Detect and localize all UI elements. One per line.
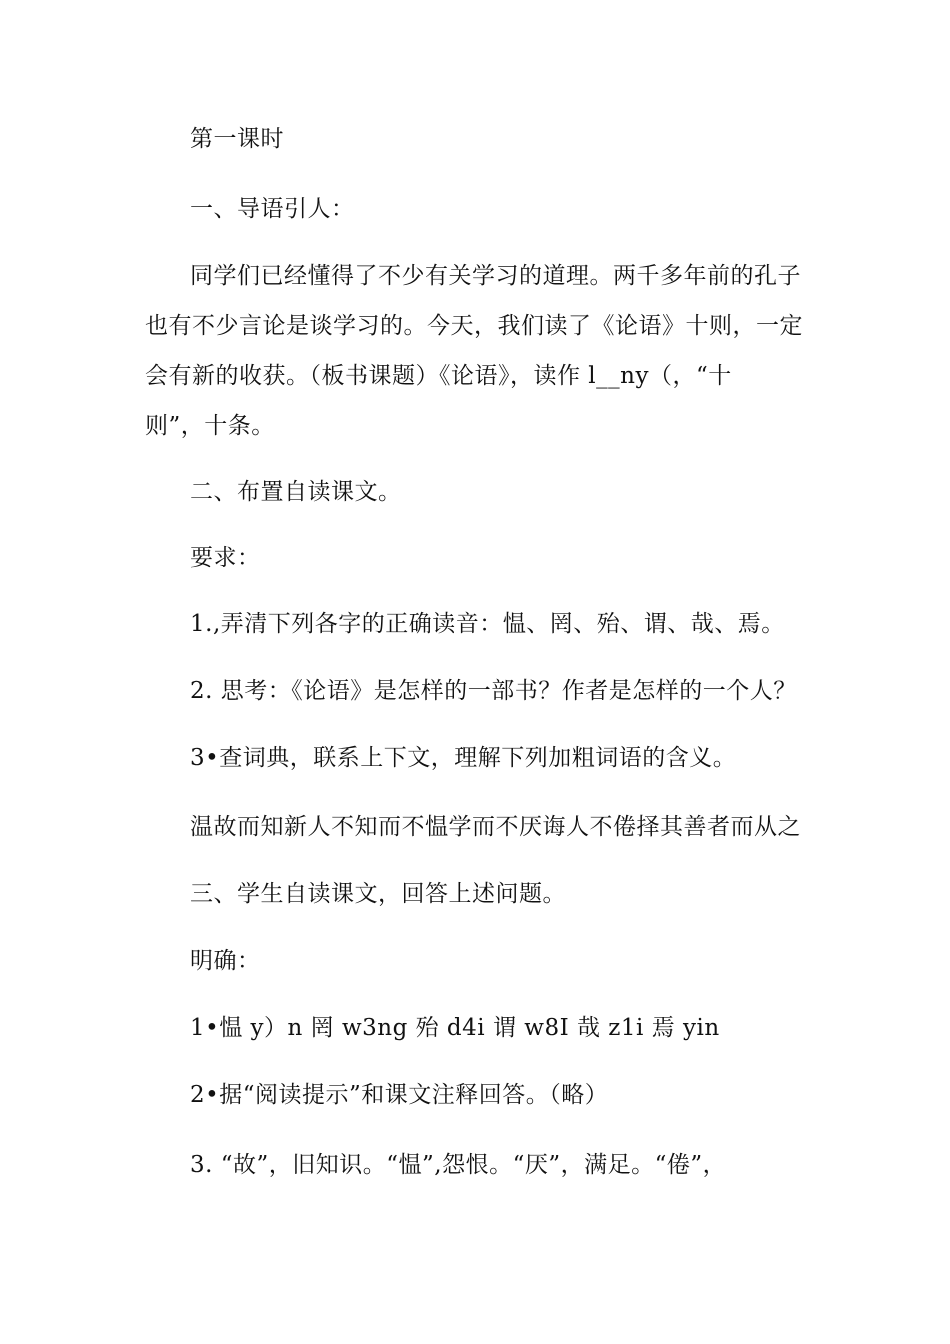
phrase-list: 温故而知新人不知而不愠学而不厌诲人不倦择其善者而从之 bbox=[190, 814, 801, 840]
section1-paragraph-line2: 也有不少言论是谈学习的。今天，我们读了《论语》十则，一定 bbox=[145, 313, 803, 339]
requirement-3: 3•查词典，联系上下文，理解下列加粗词语的含义。 bbox=[190, 745, 737, 771]
answer-3: 3. “故”，旧知识。“愠”,怨恨。“厌”，满足。“倦”， bbox=[190, 1152, 727, 1178]
answer-1: 1•愠 y）n 罔 w3ng 殆 d4i 谓 w8I 哉 z1i 焉 yin bbox=[190, 1015, 720, 1041]
requirements-label: 要求： bbox=[190, 545, 261, 571]
section1-paragraph-line4: 则”，十条。 bbox=[145, 413, 275, 439]
answer-2: 2•据“阅读提示”和课文注释回答。（略） bbox=[190, 1082, 609, 1108]
requirement-2: 2. 思考：《论语》是怎样的一部书？作者是怎样的一个人？ bbox=[190, 678, 797, 704]
section2-heading: 二、布置自读课文。 bbox=[190, 479, 402, 505]
section1-paragraph-line3: 会有新的收获。（板书课题）《论语》，读作 l__ny（，“十 bbox=[145, 363, 732, 389]
section1-paragraph-line1: 同学们已经懂得了不少有关学习的道理。两千多年前的孔子 bbox=[190, 263, 801, 289]
section3-heading: 三、学生自读课文，回答上述问题。 bbox=[190, 881, 566, 907]
answer-label: 明确： bbox=[190, 948, 261, 974]
requirement-1: 1.,弄清下列各字的正确读音：愠、罔、殆、谓、哉、焉。 bbox=[190, 611, 785, 637]
lesson-title: 第一课时 bbox=[190, 126, 284, 152]
section1-heading: 一、导语引人： bbox=[190, 196, 355, 222]
